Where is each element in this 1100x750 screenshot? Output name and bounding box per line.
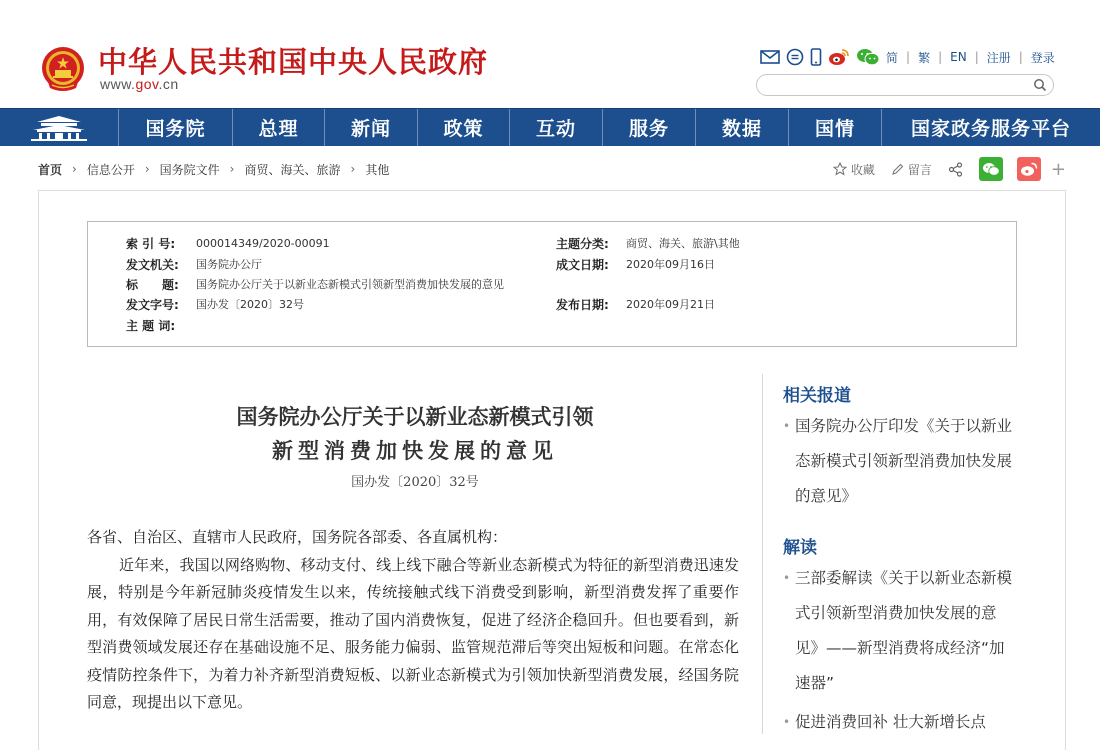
link-register[interactable]: 注册 [986, 50, 1011, 65]
meta-label: 成文日期: [556, 257, 609, 272]
meta-date-row [556, 254, 715, 274]
meta-value: 000014349/2020-00091 [196, 236, 330, 250]
meta-label: 发文机关: [126, 257, 179, 272]
meta-label: 发布日期: [556, 297, 609, 312]
nav-list [118, 109, 1100, 146]
chevron-right-icon: › [144, 162, 150, 176]
meta-category-row [556, 233, 740, 253]
nav-item-policy[interactable]: 政策 [417, 109, 509, 146]
meta-docno-row [126, 294, 304, 314]
meta-label: 主 题 词: [126, 318, 176, 333]
meta-value: 国务院办公厅关于以新业态新模式引领新型消费加快发展的意见 [196, 278, 504, 291]
mobile-icon[interactable] [810, 48, 822, 66]
breadcrumb-info-disclosure[interactable]: 信息公开 [86, 162, 135, 177]
document-number: 国办发〔2020〕32号 [351, 475, 479, 490]
meta-label: 索 引 号: [126, 236, 176, 251]
meta-value: 2020年09月21日 [626, 298, 715, 311]
meta-index-row [126, 233, 330, 253]
pencil-icon [891, 163, 904, 176]
share-icon [948, 162, 963, 177]
interpretation-heading: 解读 [783, 538, 817, 558]
meta-issuer-row [126, 254, 262, 274]
meta-keywords-row [126, 315, 196, 335]
share-weibo-button[interactable] [1017, 157, 1041, 181]
meta-value: 2020年09月16日 [626, 258, 715, 271]
search-icon[interactable] [1033, 78, 1047, 92]
meta-value: 国务院办公厅 [196, 258, 262, 271]
breadcrumb-home[interactable]: 首页 [38, 162, 63, 177]
nav-item-state-council[interactable]: 国务院 [118, 109, 232, 146]
meta-label: 主题分类: [556, 236, 609, 251]
more-share-icon[interactable]: + [1050, 158, 1066, 180]
nav-item-data[interactable]: 数据 [695, 109, 788, 146]
top-links [760, 46, 1055, 68]
link-english[interactable]: EN [950, 50, 967, 64]
divider: | [906, 50, 911, 64]
meta-label: 发文字号: [126, 297, 179, 312]
nav-item-services[interactable]: 服务 [602, 109, 695, 146]
main-nav [0, 108, 1100, 146]
nav-item-premier[interactable]: 总理 [232, 109, 324, 146]
wechat-icon [982, 162, 1000, 177]
article-title-line-2: 新型消费加快发展的意见 [272, 438, 558, 463]
related-sidebar [762, 374, 1032, 734]
interpretation-link[interactable]: • 三部委解读《关于以新业态新模式引领新型消费加快发展的意见》——新型消费将成经济“加速器” [783, 561, 1015, 701]
chevron-right-icon: › [72, 162, 77, 176]
nav-home[interactable] [0, 109, 118, 146]
comment-button[interactable] [891, 161, 932, 178]
search-input[interactable] [767, 76, 1027, 96]
salutation: 各省、自治区、直辖市人民政府，国务院各部委、各直属机构： [87, 528, 508, 546]
home-building-icon [27, 115, 91, 141]
favorite-label: 收藏 [850, 162, 875, 177]
favorite-button[interactable] [833, 161, 875, 178]
url-prefix: www. [100, 76, 136, 92]
article-title [170, 400, 660, 468]
article-title-line-1: 国务院办公厅关于以新业态新模式引领 [236, 404, 594, 429]
chevron-right-icon: › [229, 162, 235, 176]
link-simplified[interactable]: 简 [886, 50, 899, 65]
link-traditional[interactable]: 繁 [918, 50, 931, 65]
breadcrumb-state-council-docs[interactable]: 国务院文件 [159, 162, 220, 177]
site-title[interactable]: 中华人民共和国中央人民政府 [98, 45, 489, 79]
nav-item-interaction[interactable]: 互动 [509, 109, 602, 146]
weibo-icon[interactable] [828, 48, 850, 66]
meta-value: 国办发〔2020〕32号 [196, 298, 304, 311]
meta-title-row [126, 274, 504, 294]
meta-pubdate-row [556, 294, 715, 314]
paragraph: 近年来，我国以网络购物、移动支付、线上线下融合等新业态新模式为特征的新型消费迅速发展，特别是今年新冠肺炎疫情发生以来，传统接触式线下消费受到影响，新型消费发挥了重要作用，有效保障了居民日常生活需要，推动了国内消费恢复，促进了经济企稳回升。但也要看到，新型消费领域发展还存在基础设施不足、服务能力偏弱、监管规范滞后等突出短板和问题。在常态化疫情防控条件下，为着力补齐新型消费短板、以新业态新模式为引领加快新型消费发展，经国务院同意，现提出以下意见。 [87, 555, 739, 711]
related-link[interactable]: • 国务院办公厅印发《关于以新业态新模式引领新型消费加快发展的意见》 [783, 409, 1015, 514]
meta-label: 标 题: [126, 277, 179, 292]
site-url[interactable] [100, 76, 179, 92]
national-emblem-icon[interactable] [40, 44, 86, 94]
share-wechat-button[interactable] [979, 157, 1003, 181]
site-header [0, 0, 1100, 108]
nav-item-national-info[interactable]: 国情 [788, 109, 881, 146]
wechat-icon[interactable] [856, 48, 880, 66]
share-button[interactable] [948, 162, 963, 177]
url-suffix: .cn [158, 76, 179, 92]
meta-value: 商贸、海关、旅游\其他 [626, 237, 740, 250]
page-tools [817, 156, 1066, 182]
nav-item-news[interactable]: 新闻 [324, 109, 417, 146]
nav-item-service-platform[interactable]: 国家政务服务平台 [881, 109, 1100, 146]
breadcrumb-trade-customs-tourism[interactable]: 商贸、海关、旅游 [244, 162, 341, 177]
weibo-icon [1020, 162, 1038, 177]
star-icon [833, 162, 847, 176]
related-link-next[interactable]: • 促进消费回补 壮大新增长点 [783, 705, 1015, 740]
breadcrumb [38, 160, 389, 178]
search-box [756, 74, 1054, 96]
breadcrumb-other[interactable]: 其他 [365, 162, 390, 177]
divider: | [938, 50, 943, 64]
divider: | [974, 50, 979, 64]
url-domain: gov [135, 76, 159, 92]
article-body [87, 524, 739, 717]
chevron-right-icon: › [350, 162, 356, 176]
link-login[interactable]: 登录 [1030, 50, 1055, 65]
mail-icon[interactable] [760, 49, 780, 65]
chat-icon[interactable] [786, 48, 804, 66]
document-metadata-table [87, 221, 1017, 347]
divider: | [1018, 50, 1023, 64]
comment-label: 留言 [907, 162, 932, 177]
related-reports-heading: 相关报道 [783, 386, 851, 406]
